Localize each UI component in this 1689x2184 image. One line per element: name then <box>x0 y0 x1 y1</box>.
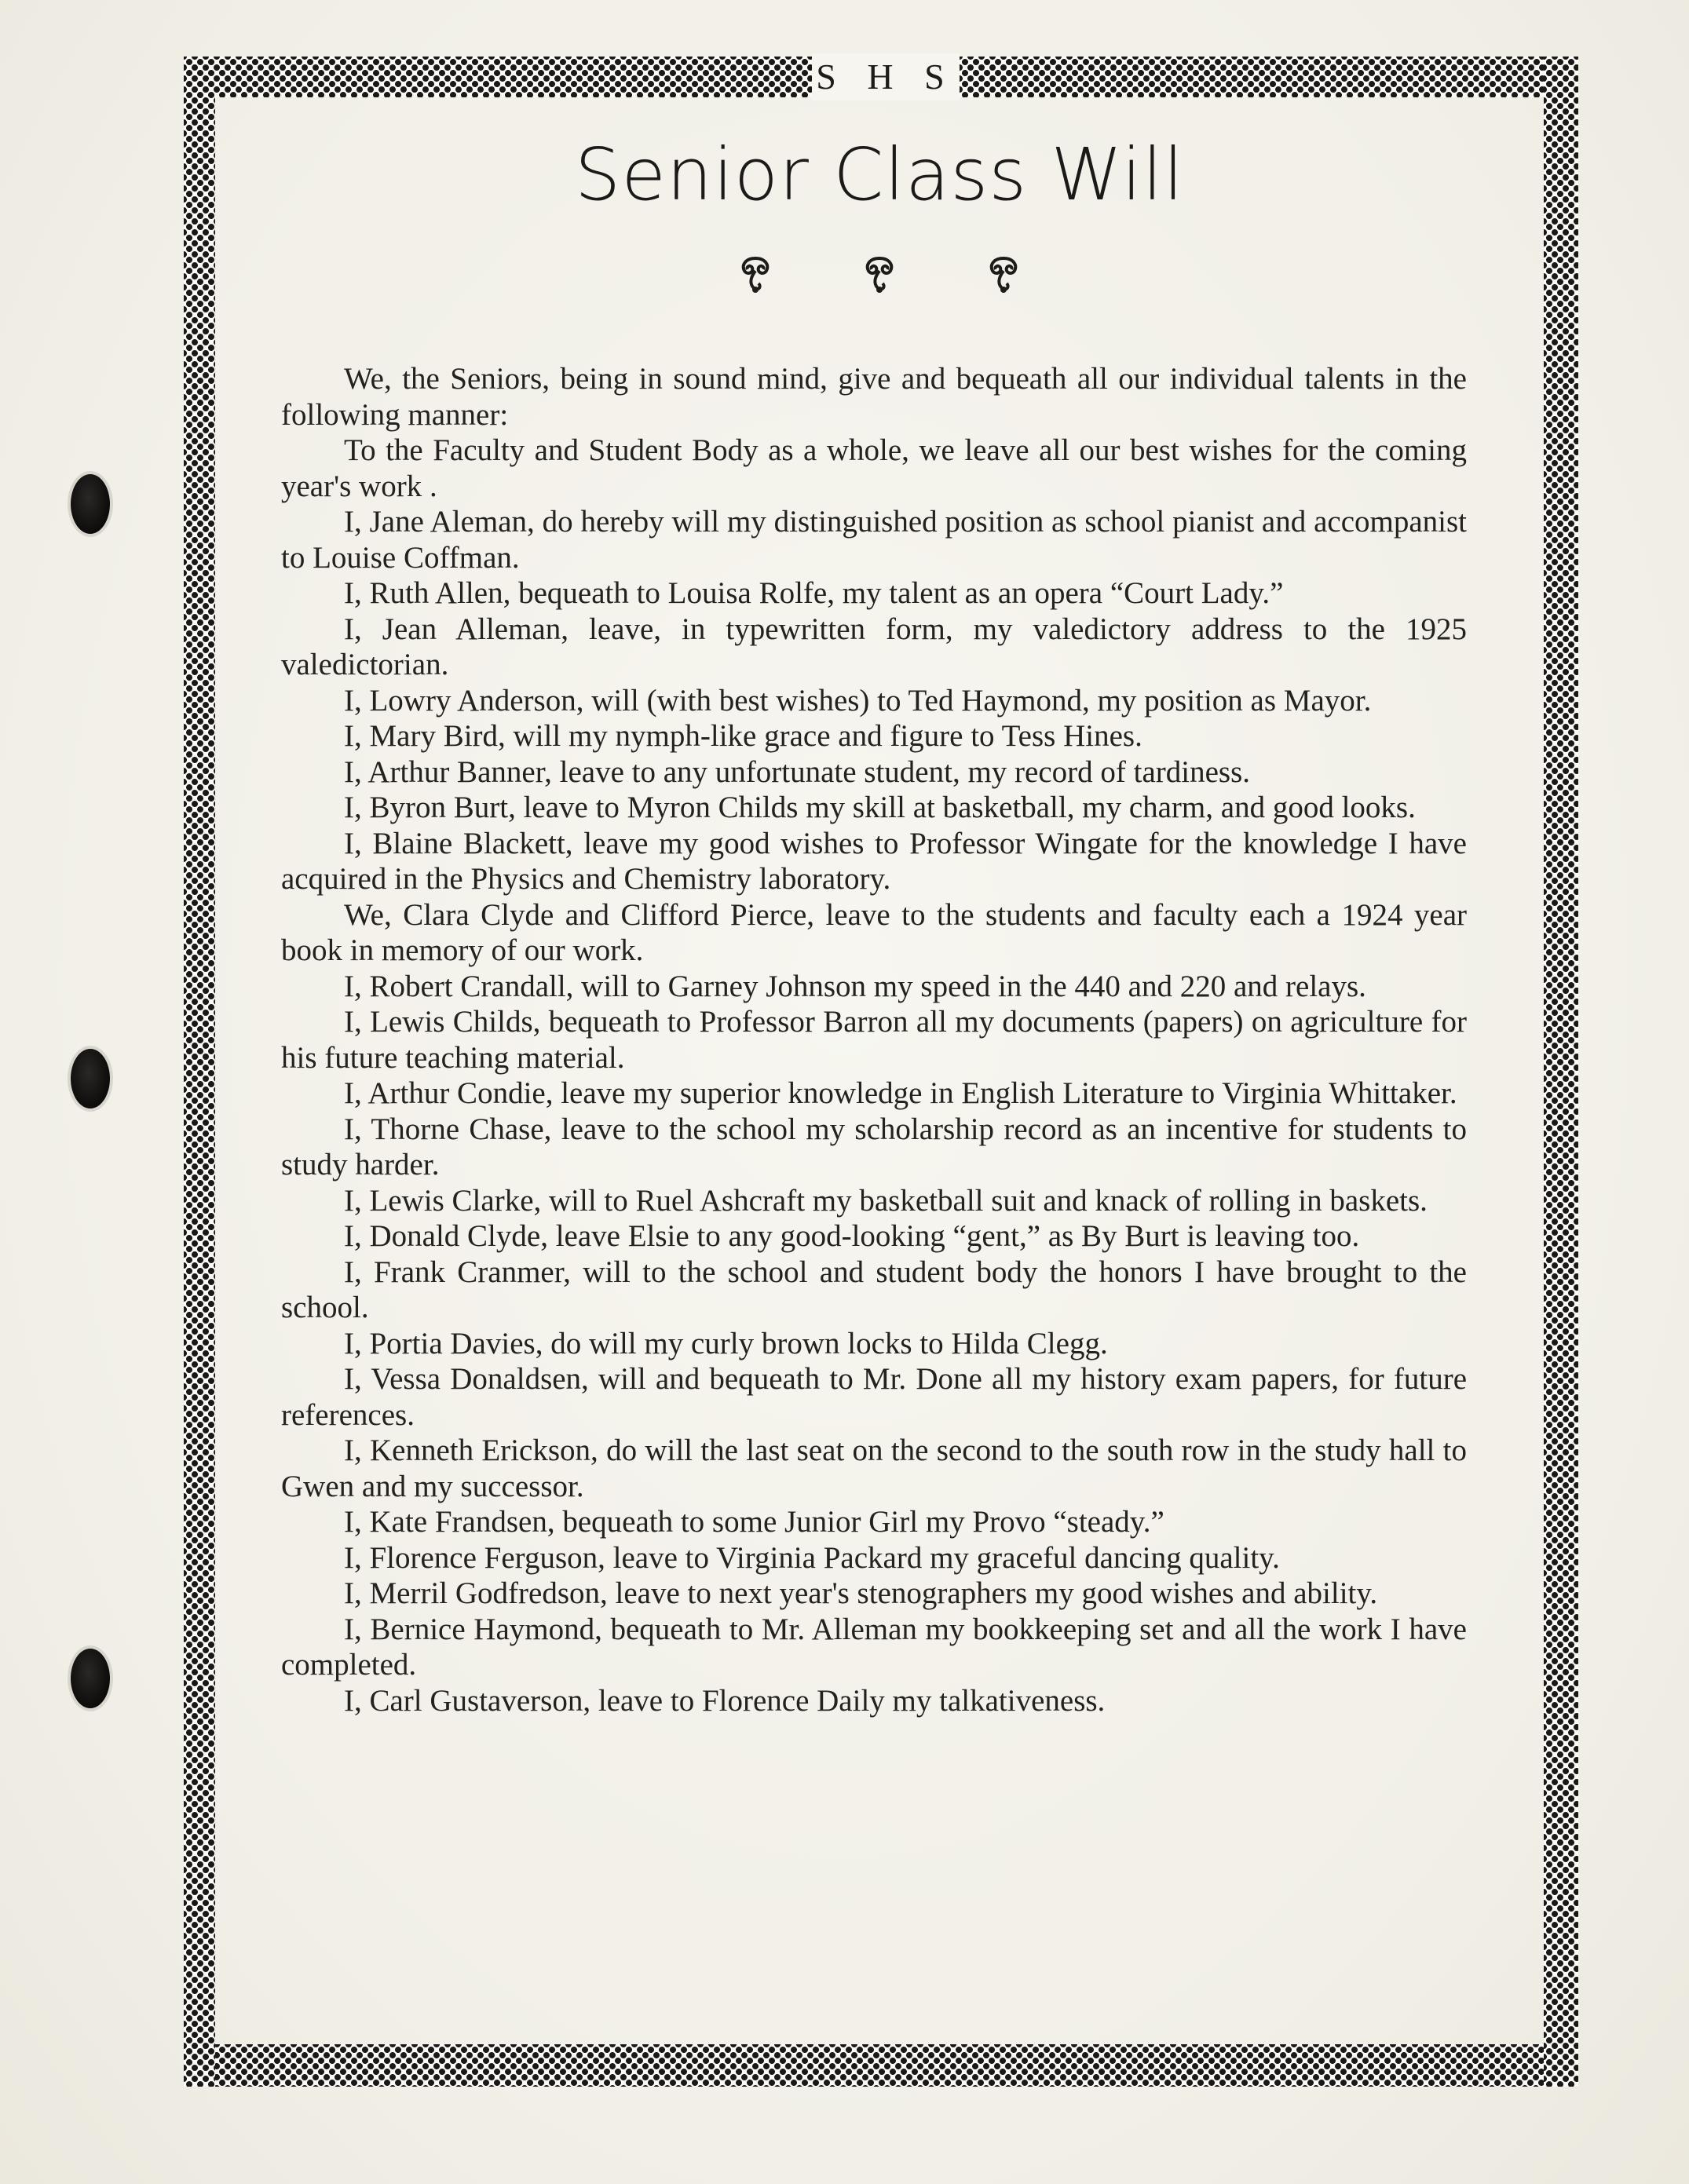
will-paragraph: I, Kate Frandsen, bequeath to some Junior Girl my Provo “steady.” <box>344 1505 1164 1539</box>
will-paragraph: I, Donald Clyde, leave Elsie to any good-looking “gent,” as By Burt is leaving too. <box>344 1219 1360 1253</box>
will-paragraph: I, Byron Burt, leave to Myron Childs my skill at basketball, my charm, and good looks. <box>344 791 1416 824</box>
fleuron-icon <box>986 255 1021 294</box>
will-paragraph: I, Florence Ferguson, leave to Virginia Packard my graceful dancing quality. <box>344 1540 1280 1575</box>
will-paragraph: I, Merril Godfredson, leave to next year's stenographers my good wishes and ability. <box>344 1576 1378 1610</box>
punch-hole <box>71 1649 110 1708</box>
punch-hole <box>71 474 110 534</box>
decorative-border-right <box>1544 57 1578 2087</box>
will-paragraph: I, Arthur Condie, leave my superior knowledge in English Literature to Virginia Whittaker. <box>344 1076 1457 1110</box>
page-title: Senior Class Will <box>574 133 1185 217</box>
running-head: S H S <box>812 53 960 100</box>
ornament-row <box>738 253 1021 297</box>
fleuron-icon <box>862 255 897 294</box>
punch-hole <box>71 1049 110 1108</box>
will-paragraph: I, Lewis Clarke, will to Ruel Ashcraft my basketball suit and knack of rolling in baskets. <box>344 1183 1428 1218</box>
will-paragraph: To the Faculty and Student Body as a whole, we leave all our best wishes for the coming year's work . <box>281 433 1467 503</box>
will-paragraph: I, Blaine Blackett, leave my good wishes to Professor Wingate for the knowledge I have acquired in the Physics and Chemistry laboratory. <box>281 826 1467 896</box>
will-paragraph: I, Portia Davies, do will my curly brown locks to Hilda Clegg. <box>344 1326 1108 1360</box>
will-paragraph: I, Jane Aleman, do hereby will my distinguished position as school pianist and accompanist to Louise Coffman. <box>281 505 1467 575</box>
will-paragraph: I, Frank Cranmer, will to the school and student body the honors I have brought to the school. <box>281 1255 1467 1324</box>
will-paragraph: We, Clara Clyde and Clifford Pierce, leave to the students and faculty each a 1924 year book in memory of our work. <box>281 897 1467 967</box>
will-paragraph: I, Lewis Childs, bequeath to Professor Barron all my documents (papers) on agriculture for his future teaching material. <box>281 1005 1467 1075</box>
will-paragraph: We, the Seniors, being in sound mind, give and bequeath all our individual talents in the following manner: <box>281 362 1467 432</box>
decorative-border-top-right <box>960 57 1578 97</box>
will-paragraph: I, Robert Crandall, will to Garney Johnson my speed in the 440 and 220 and relays. <box>344 969 1366 1003</box>
decorative-border-top-left <box>184 57 812 97</box>
will-paragraph: I, Ruth Allen, bequeath to Louisa Rolfe, my talent as an opera “Court Lady.” <box>344 576 1284 610</box>
will-paragraph: I, Arthur Banner, leave to any unfortunate student, my record of tardiness. <box>344 754 1251 789</box>
will-body <box>281 361 1467 1718</box>
will-paragraph: I, Lowry Anderson, will (with best wishes) to Ted Haymond, my position as Mayor. <box>344 683 1372 718</box>
will-paragraph: I, Jean Alleman, leave, in typewritten form, my valedictory address to the 1925 valedictorian. <box>281 612 1467 681</box>
will-paragraph: I, Thorne Chase, leave to the school my scholarship record as an incentive for students to study harder. <box>281 1112 1467 1181</box>
will-paragraph: I, Mary Bird, will my nymph-like grace and figure to Tess Hines. <box>344 719 1142 753</box>
will-paragraph: I, Vessa Donaldsen, will and bequeath to Mr. Done all my history exam papers, for future references. <box>281 1362 1467 1432</box>
will-paragraph: I, Kenneth Erickson, do will the last seat on the second to the south row in the study hall to Gwen and my successor. <box>281 1433 1467 1503</box>
decorative-border-left <box>184 57 215 2087</box>
fleuron-icon <box>738 255 773 294</box>
will-paragraph: I, Bernice Haymond, bequeath to Mr. Alleman my bookkeeping set and all the work I have completed. <box>281 1612 1467 1682</box>
will-paragraph: I, Carl Gustaverson, leave to Florence Daily my talkativeness. <box>344 1683 1106 1718</box>
decorative-border-bottom <box>184 2044 1578 2087</box>
